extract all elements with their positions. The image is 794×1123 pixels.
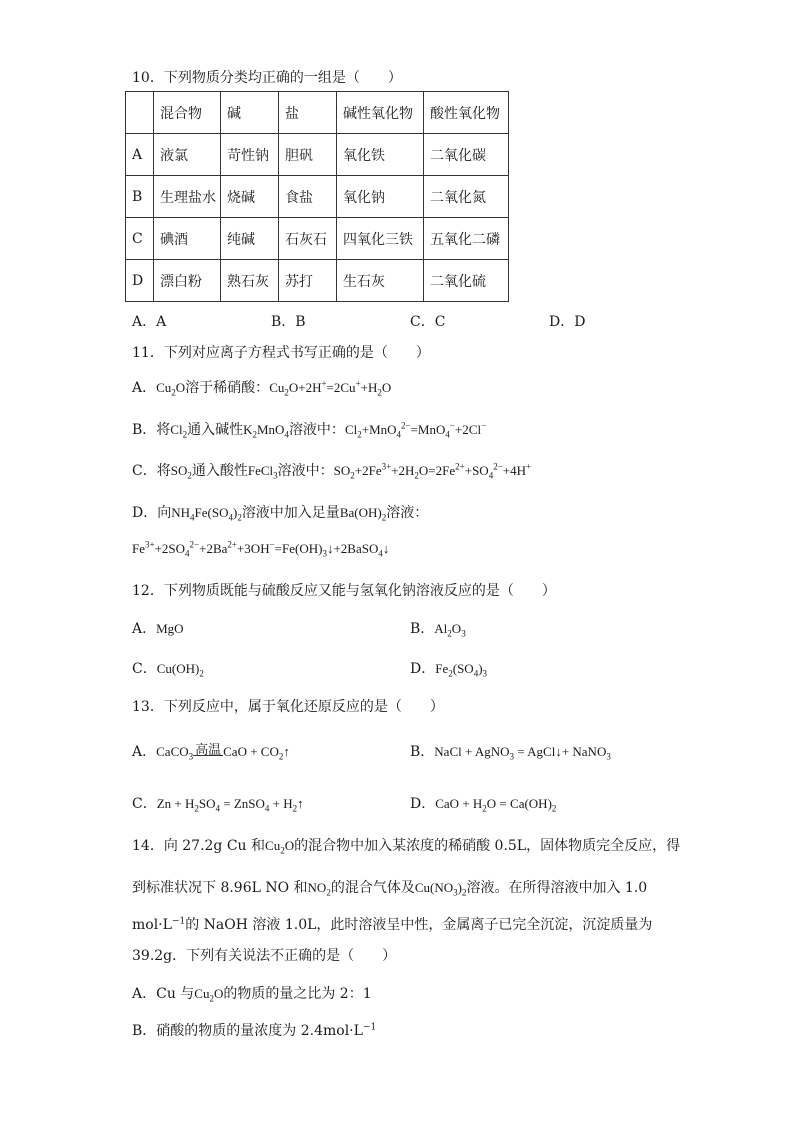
formula: $Cu(NO_3)_2$ [414, 880, 467, 898]
table-cell: 碱性氧化物 [337, 92, 424, 134]
q14-text: 溶液。在所得溶液中加入 1.0 [466, 880, 648, 896]
q14-text: B．硝酸的物质的量浓度为 2.4mol·L [132, 1023, 363, 1039]
q13-option-a [132, 741, 290, 761]
table-cell [126, 92, 154, 134]
option-letter: A． [132, 380, 157, 396]
option-text: 溶液中加入足量 [241, 505, 340, 521]
table-cell: B [126, 176, 154, 218]
formula: $Cu_2O$ [156, 380, 186, 398]
table-cell: C [126, 218, 154, 260]
table-cell: D [126, 260, 154, 302]
option-letter: A． [132, 621, 157, 637]
option-text: 通入酸性 [191, 463, 248, 479]
table-row [126, 260, 509, 302]
table-cell: 二氧化碳 [424, 134, 509, 176]
table-cell: 熟石灰 [221, 260, 279, 302]
table-cell: 氧化铁 [337, 134, 424, 176]
option-text: 通入碱性 [187, 422, 244, 438]
option-text: 溶液： [386, 505, 429, 521]
table-cell: 石灰石 [279, 218, 337, 260]
option-text: 溶液中： [288, 422, 345, 438]
formula: FeCl$_3$ [247, 463, 278, 481]
q14-text: 的混合气体及 [330, 880, 415, 896]
equation: CaCO$_3$ 高温 CaO + $CO_2↑$ [156, 744, 290, 759]
equation: $SO_2+2Fe^{3+}+2H_2O=2Fe^{2+}+SO_4^{2-}+4H^+$ [333, 461, 532, 481]
q10-option-a: A．A [132, 314, 167, 330]
q14-text: 的物质的量之比为 2：1 [223, 986, 372, 1002]
equation: $Cu_2O+2H^+=2Cu^++H_2O$ [269, 378, 392, 398]
table-cell: 烧碱 [221, 176, 279, 218]
table-cell: 盐 [279, 92, 337, 134]
equation: NaCl + AgNO$_3$ = AgCl↓+ NaNO$_3$ [434, 744, 611, 762]
table-cell: 二氧化硫 [424, 260, 509, 302]
q12-option-d [410, 658, 487, 678]
table-cell: 漂白粉 [154, 260, 221, 302]
formula: $Cu_2O$ [265, 838, 295, 856]
option-letter: B． [410, 744, 435, 760]
q12-stem: 12．下列物质既能与硫酸反应又能与氢氧化钠溶液反应的是（ ） [132, 583, 556, 599]
q13-stem: 13．下列反应中，属于氧化还原反应的是（ ） [132, 699, 444, 715]
table-row [126, 218, 509, 260]
table-cell: 苛性钠 [221, 134, 279, 176]
table-cell: 二氧化氮 [424, 176, 509, 218]
q12-option-c [132, 658, 204, 678]
q14-line-4: 39.2g．下列有关说法不正确的是（ ） [132, 948, 397, 964]
q10-option-c: C．C [410, 314, 446, 330]
q13-option-d [410, 793, 556, 813]
table-cell: 纯碱 [221, 218, 279, 260]
table-cell: 碱 [221, 92, 279, 134]
q14-text: A．Cu 与 [132, 986, 195, 1002]
table-cell: 液氯 [154, 134, 221, 176]
formula: $Cl_2$ [170, 422, 188, 440]
table-cell: A [126, 134, 154, 176]
q14-line-1 [132, 835, 680, 855]
q13-option-c [132, 793, 304, 813]
q13-option-b [410, 741, 611, 761]
table-cell: 氧化钠 [337, 176, 424, 218]
q11-option-b [132, 419, 486, 439]
q14-option-b: B．硝酸的物质的量浓度为 $2.4mol\cdot L^{-1}$ [132, 1022, 377, 1039]
table-row [126, 176, 509, 218]
equation: $Zn + H_2SO_4$ = ZnSO$_4$ + $H_2↑$ [156, 796, 304, 814]
option-letter: A． [132, 744, 157, 760]
option-text: D．向 [132, 505, 172, 521]
option-text: B．将 [132, 422, 171, 438]
q14-text: 到标准状况下 8.96L NO 和 [132, 880, 308, 896]
q12-option-b [410, 618, 466, 638]
formula: $K_2MnO_4$ [243, 422, 289, 440]
formula: MgO [156, 621, 184, 636]
option-text: 溶于稀硝酸： [185, 380, 270, 396]
q14-text: 的 NaOH 溶液 1.0L，此时溶液呈中性，金属离子已完全沉淀，沉淀质量为 [185, 917, 653, 933]
table-header-row [126, 92, 509, 134]
formula: $NO_2$ [307, 880, 331, 898]
table-cell: 苏打 [279, 260, 337, 302]
q11-option-c [132, 460, 531, 480]
q11-option-d [132, 502, 428, 522]
q10-option-b: B．B [271, 314, 306, 330]
reaction-condition: 高温 [195, 742, 222, 757]
formula: $Fe_2(SO_4)_3$ [435, 661, 488, 679]
option-letter: C． [132, 661, 157, 677]
q14-option-a [132, 983, 372, 1003]
table-cell: 混合物 [154, 92, 221, 134]
table-cell: 四氧化三铁 [337, 218, 424, 260]
q10-stem: 10．下列物质分类均正确的一组是（ ） [132, 70, 402, 86]
option-text: C．将 [132, 463, 171, 479]
formula: $Cu_2O$ [194, 986, 224, 1004]
option-letter: B． [410, 621, 435, 637]
q11-option-d-equation: $Fe^{3+}+2SO_4^{2-}+2Ba^{2+}+3OH^-=Fe(OH)_3↓+2BaSO_4↓$ [132, 539, 390, 559]
option-text: 溶液中： [277, 463, 334, 479]
q10-option-d: D．D [549, 314, 586, 330]
equation: CaO + $H_2O = Ca(OH)_2$ [435, 796, 557, 814]
table-cell: 食盐 [279, 176, 337, 218]
table-cell: 生理盐水 [154, 176, 221, 218]
q14-text: 的混合物中加入某浓度的稀硝酸 0.5L，固体物质完全反应，得 [294, 838, 681, 854]
table-cell: 胆矾 [279, 134, 337, 176]
option-letter: C． [132, 796, 157, 812]
q11-option-a [132, 377, 391, 397]
q14-line-3: $mol\cdot L^{-1}$的 NaOH 溶液 1.0L，此时溶液呈中性，金属离子已完全沉淀，沉淀质量为 [132, 916, 653, 933]
table-row [126, 134, 509, 176]
equation: $Cl_2+MnO_4^{2-}=MnO_4^-+2Cl^-$ [344, 420, 487, 440]
table-cell: 生石灰 [337, 260, 424, 302]
q14-text: 14．向 27.2g Cu 和 [132, 838, 266, 854]
formula: $Cu(OH)_2$ [156, 661, 204, 679]
table-cell: 五氧化二磷 [424, 218, 509, 260]
q12-option-a [132, 618, 184, 638]
formula: $NH_4Fe(SO_4)_2$ [171, 505, 242, 523]
table-cell: 酸性氧化物 [424, 92, 509, 134]
q14-text: mol·L [132, 917, 172, 933]
q14-line-2 [132, 877, 647, 897]
table-cell: 碘酒 [154, 218, 221, 260]
option-letter: D． [410, 661, 436, 677]
formula: $Ba(OH)_2$ [339, 505, 387, 523]
formula: $SO_2$ [170, 463, 192, 481]
classification-table [125, 91, 509, 302]
formula: $Al_2O_3$ [434, 621, 466, 639]
option-letter: D． [410, 796, 436, 812]
q11-stem: 11．下列对应离子方程式书写正确的是（ ） [132, 345, 430, 361]
